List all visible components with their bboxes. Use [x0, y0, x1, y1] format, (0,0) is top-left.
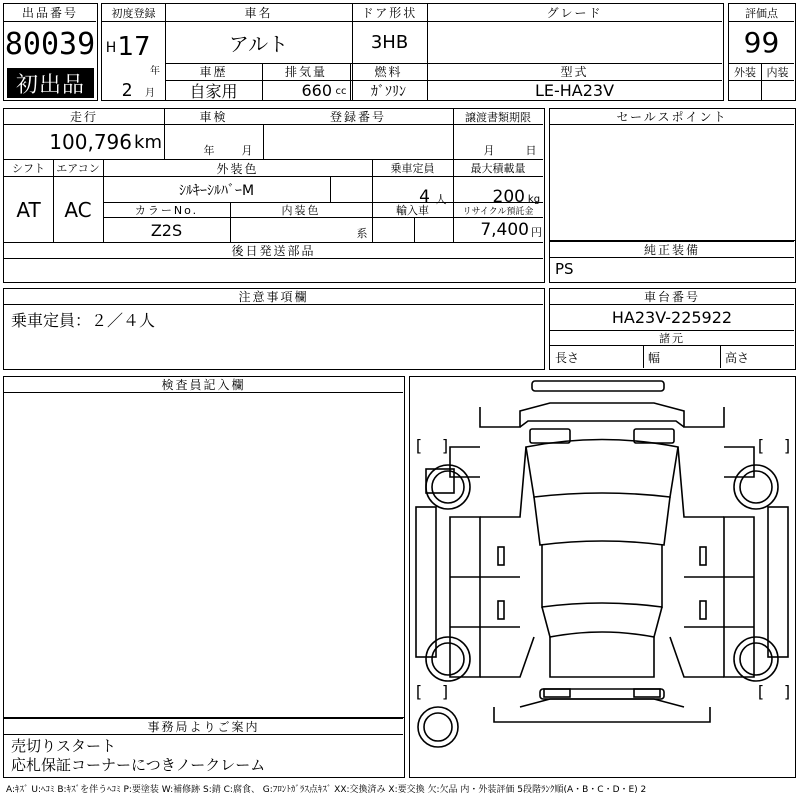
- first-reg-month-unit: 月: [145, 87, 155, 99]
- car-diagram-box: [409, 376, 796, 778]
- interior-color-label: 内装色: [281, 204, 321, 217]
- first-reg-month: 2: [121, 80, 133, 100]
- score-interior-label: 内装: [766, 65, 789, 79]
- model-label: 型式: [560, 65, 589, 79]
- mileage-value: 100,796: [49, 130, 132, 154]
- registration-label: 登録番号: [329, 110, 386, 124]
- inspection-month-unit: 月: [241, 144, 253, 157]
- capacity-value: 4: [419, 187, 430, 207]
- mileage-label: 走行: [69, 110, 98, 124]
- max-load-value: 200: [492, 187, 525, 207]
- later-parts-value: [4, 259, 543, 281]
- sales-points-box: [549, 108, 796, 241]
- car-diagram: [410, 377, 794, 776]
- color-no-label: カラーNo.: [134, 204, 199, 217]
- inspection-label: 車検: [199, 110, 228, 124]
- diagram-bracket-bottom-right-close: ]: [783, 681, 791, 701]
- transfer-day-unit: 日: [525, 144, 537, 157]
- displacement-unit: cc: [335, 86, 347, 97]
- mileage-unit: km: [134, 131, 162, 153]
- model-value: LE-HA23V: [534, 81, 615, 100]
- specs-height: 高さ: [725, 350, 750, 365]
- exterior-color-label: 外装色: [216, 161, 259, 176]
- aircon-value: AC: [64, 197, 92, 222]
- diagram-bracket-bottom-left-close: ]: [441, 681, 449, 701]
- shift-value: AT: [16, 197, 41, 222]
- office-line2: 応札保証コーナーにつきノークレーム: [11, 756, 266, 774]
- door-label: ドア形状: [361, 6, 418, 20]
- notes-label: 注意事項欄: [238, 290, 309, 304]
- first-listing-badge: 初出品: [7, 68, 94, 98]
- displacement-value: 660: [301, 81, 332, 100]
- transfer-label: 譲渡書類期限: [465, 110, 531, 124]
- notes-text: 乗車定員：２／４人: [11, 310, 156, 330]
- genuine-equipment-label: 純正装備: [643, 243, 700, 257]
- grade-value: [427, 22, 722, 63]
- diagram-bracket-bottom-left-open: [: [415, 681, 423, 701]
- office-label: 事務局よりご案内: [147, 720, 260, 734]
- color-no-value: Z2S: [150, 220, 183, 240]
- aircon-label: エアコン: [56, 162, 100, 175]
- chassis-label: 車台番号: [643, 290, 700, 304]
- recycle-label: リサイクル預託金: [462, 206, 534, 217]
- notes-box: [3, 288, 545, 370]
- registration-value: [263, 125, 453, 159]
- first-reg-year-unit: 年: [150, 65, 160, 77]
- diagram-bracket-top-left-close: ]: [441, 435, 449, 455]
- shift-label: シフト: [12, 162, 45, 175]
- genuine-equipment-box: [549, 241, 796, 283]
- grade-label: グレード: [546, 6, 603, 20]
- import-label: 輸入車: [396, 204, 429, 217]
- score-box: [728, 3, 796, 101]
- score-exterior-label: 外装: [734, 65, 756, 79]
- exterior-color-value: ｼﾙｷｰｼﾙﾊﾞｰM: [178, 182, 255, 199]
- interior-color-suffix: 系: [356, 227, 368, 240]
- capacity-unit: 人: [435, 193, 447, 206]
- specs-label: 諸元: [659, 332, 685, 345]
- diagram-bracket-top-left-open: [: [415, 435, 423, 455]
- specs-width: 幅: [648, 350, 661, 365]
- first-reg-label: 初度登録: [111, 6, 156, 20]
- lot-box: [3, 3, 98, 101]
- diagram-bracket-top-right-close: ]: [783, 435, 791, 455]
- lot-label: 出品番号: [21, 6, 78, 20]
- fuel-label: 燃料: [374, 65, 403, 79]
- recycle-unit: 円: [531, 226, 542, 239]
- max-load-label: 最大積載量: [470, 162, 526, 175]
- chassis-value: HA23V-225922: [611, 308, 733, 327]
- office-line1: 売切りスタート: [11, 737, 117, 755]
- first-reg-era: H: [105, 40, 117, 56]
- genuine-equipment-value: PS: [555, 260, 574, 278]
- fuel-value: ｶﾞｿﾘﾝ: [371, 83, 406, 100]
- history-label: 車歴: [199, 65, 228, 79]
- inspection-year-unit: 年: [203, 144, 215, 157]
- office-box: [3, 718, 405, 778]
- chassis-box: [549, 288, 796, 370]
- details-box: [3, 108, 545, 283]
- vehicle-info-box: [101, 3, 724, 101]
- diagram-bracket-bottom-right-open: [: [757, 681, 765, 701]
- car-name-value: アルト: [228, 32, 289, 56]
- car-name-label: 車名: [244, 6, 273, 20]
- first-reg-year: 17: [117, 32, 151, 62]
- score-label: 評価点: [745, 6, 778, 20]
- specs-length: 長さ: [555, 350, 580, 365]
- diagram-bracket-top-right-open: [: [757, 435, 765, 455]
- inspector-box: [3, 376, 405, 718]
- history-value: 自家用: [189, 82, 238, 100]
- displacement-label: 排気量: [284, 65, 327, 79]
- door-value: 3HB: [370, 32, 409, 53]
- capacity-label: 乗車定員: [390, 162, 435, 175]
- inspector-label: 検査員記入欄: [161, 378, 246, 392]
- sales-points-label: セールスポイント: [616, 110, 728, 124]
- later-parts-label: 後日発送部品: [231, 244, 316, 258]
- legend-text: A:ｷｽﾞ U:ﾍｺﾐ B:ｷｽﾞを伴うﾍｺﾐ P:要塗装 W:補修跡 S:錆 C:腐食、 G:ﾌﾛﾝﾄｶﾞﾗｽ点ｷｽﾞ XX:交換済み X:要交換 欠:欠品 内・外装評価 5段階ﾗﾝｸ順(A・B・C・D・E) 2: [6, 784, 647, 795]
- transfer-month-unit: 月: [483, 144, 495, 157]
- lot-number: 80039: [4, 26, 96, 62]
- max-load-unit: kg: [527, 193, 541, 205]
- recycle-value: 7,400: [480, 220, 529, 240]
- score-value: 99: [743, 26, 780, 59]
